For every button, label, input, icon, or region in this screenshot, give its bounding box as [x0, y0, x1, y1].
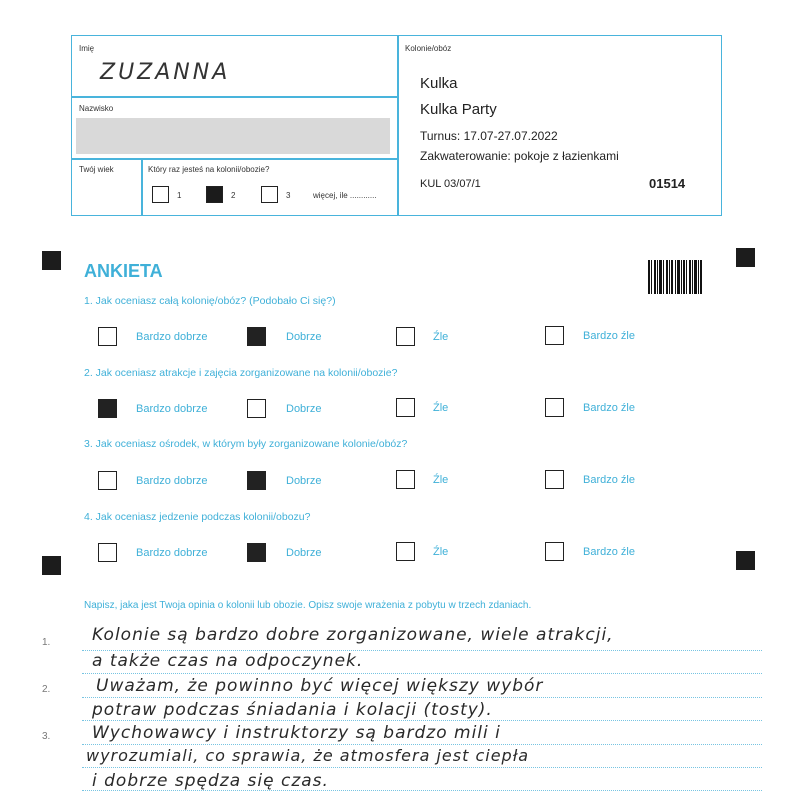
q1-opt-dobrze: Dobrze: [286, 331, 322, 343]
handwritten-line-3: Uważam, że powinno być więcej większy wybór: [96, 676, 544, 696]
surname-redacted: [76, 118, 390, 154]
times-checkbox-3[interactable]: [261, 186, 278, 203]
accommodation: Zakwaterowanie: pokoje z łazienkami: [420, 149, 619, 163]
handwritten-line-5: Wychowawcy i instruktorzy są bardzo mili i: [92, 723, 501, 743]
opinion-prompt: Napisz, jaka jest Twoja opinia o kolonii lub obozie. Opisz swoje wrażenia z pobytu w trzech zdaniach.: [84, 600, 532, 611]
header-divider-vertical: [397, 35, 399, 216]
handwritten-line-6: wyrozumiali, co sprawia, że atmosfera jest ciepła: [86, 746, 530, 765]
survey-title: ANKIETA: [84, 261, 163, 281]
question-4: 4. Jak oceniasz jedzenie podczas kolonii/obozu?: [84, 511, 311, 523]
q4-opt-dobrze: Dobrze: [286, 547, 322, 559]
answer-line: [82, 720, 762, 721]
answer-line: [82, 744, 762, 745]
q2-box-zle[interactable]: [396, 398, 415, 417]
name-label: Imię: [79, 44, 95, 53]
q3-box-dobrze[interactable]: [247, 471, 266, 490]
answer-line: [82, 697, 762, 698]
q3-box-bardzo-zle[interactable]: [545, 470, 564, 489]
barcode-icon: [648, 260, 702, 294]
q2-opt-bardzo-dobrze: Bardzo dobrze: [136, 403, 208, 415]
header-divider-age: [141, 158, 143, 216]
form-number: 01514: [649, 176, 686, 191]
q3-box-bardzo-dobrze[interactable]: [98, 471, 117, 490]
name-value: ZUZANNA: [100, 60, 231, 85]
handwritten-line-7: i dobrze spędza się czas.: [92, 771, 329, 791]
q4-box-dobrze[interactable]: [247, 543, 266, 562]
corner-marker-top-left: [42, 251, 61, 270]
q2-box-dobrze[interactable]: [247, 399, 266, 418]
header-divider-name: [71, 96, 398, 98]
q3-opt-bardzo-dobrze: Bardzo dobrze: [136, 475, 208, 487]
surname-label: Nazwisko: [79, 104, 114, 113]
age-label: Twój wiek: [79, 165, 114, 174]
q1-box-dobrze[interactable]: [247, 327, 266, 346]
q4-box-bardzo-zle[interactable]: [545, 542, 564, 561]
line-number-3: 3.: [42, 731, 51, 742]
times-label: Który raz jesteś na kolonii/obozie?: [148, 165, 270, 174]
question-3: 3. Jak oceniasz ośrodek, w którym były zorganizowane kolonie/obóz?: [84, 438, 408, 450]
times-option-1: 1: [177, 191, 182, 200]
answer-line: [82, 767, 762, 768]
q2-opt-zle: Źle: [433, 402, 449, 414]
answer-line: [82, 673, 762, 674]
times-option-2: 2: [231, 191, 236, 200]
q3-opt-bardzo-zle: Bardzo źle: [583, 474, 635, 486]
question-2: 2. Jak oceniasz atrakcje i zajęcia zorganizowane na kolonii/obozie?: [84, 367, 398, 379]
q1-box-bardzo-dobrze[interactable]: [98, 327, 117, 346]
q2-opt-dobrze: Dobrze: [286, 403, 322, 415]
q1-opt-bardzo-dobrze: Bardzo dobrze: [136, 331, 208, 343]
camp-party: Kulka Party: [420, 101, 497, 118]
times-checkbox-1[interactable]: [152, 186, 169, 203]
question-1: 1. Jak oceniasz całą kolonię/obóz? (Podobało Ci się?): [84, 295, 336, 307]
corner-marker-bottom-left: [42, 556, 61, 575]
q3-opt-zle: Źle: [433, 474, 449, 486]
camp-label: Kolonie/obóz: [405, 44, 452, 53]
corner-marker-top-right: [736, 248, 755, 267]
q2-box-bardzo-dobrze[interactable]: [98, 399, 117, 418]
q1-opt-bardzo-zle: Bardzo źle: [583, 330, 635, 342]
q3-box-zle[interactable]: [396, 470, 415, 489]
times-more: więcej, ile ............: [313, 191, 377, 200]
header-divider-surname: [71, 158, 398, 160]
line-number-2: 2.: [42, 684, 51, 695]
corner-marker-bottom-right: [736, 551, 755, 570]
handwritten-line-4: potraw podczas śniadania i kolacji (tosty).: [92, 700, 493, 720]
q3-opt-dobrze: Dobrze: [286, 475, 322, 487]
q1-box-zle[interactable]: [396, 327, 415, 346]
turnus: Turnus: 17.07-27.07.2022: [420, 129, 558, 143]
line-number-1: 1.: [42, 637, 51, 648]
q2-opt-bardzo-zle: Bardzo źle: [583, 402, 635, 414]
times-option-3: 3: [286, 191, 291, 200]
handwritten-line-2: a także czas na odpoczynek.: [92, 651, 364, 671]
handwritten-line-1: Kolonie są bardzo dobre zorganizowane, wiele atrakcji,: [92, 625, 614, 645]
q1-box-bardzo-zle[interactable]: [545, 326, 564, 345]
q4-opt-bardzo-zle: Bardzo źle: [583, 546, 635, 558]
q4-opt-zle: Źle: [433, 546, 449, 558]
q1-opt-zle: Źle: [433, 331, 449, 343]
times-checkbox-2[interactable]: [206, 186, 223, 203]
q4-box-zle[interactable]: [396, 542, 415, 561]
q4-opt-bardzo-dobrze: Bardzo dobrze: [136, 547, 208, 559]
camp-name: Kulka: [420, 75, 458, 92]
q4-box-bardzo-dobrze[interactable]: [98, 543, 117, 562]
q2-box-bardzo-zle[interactable]: [545, 398, 564, 417]
camp-code: KUL 03/07/1: [420, 178, 481, 190]
